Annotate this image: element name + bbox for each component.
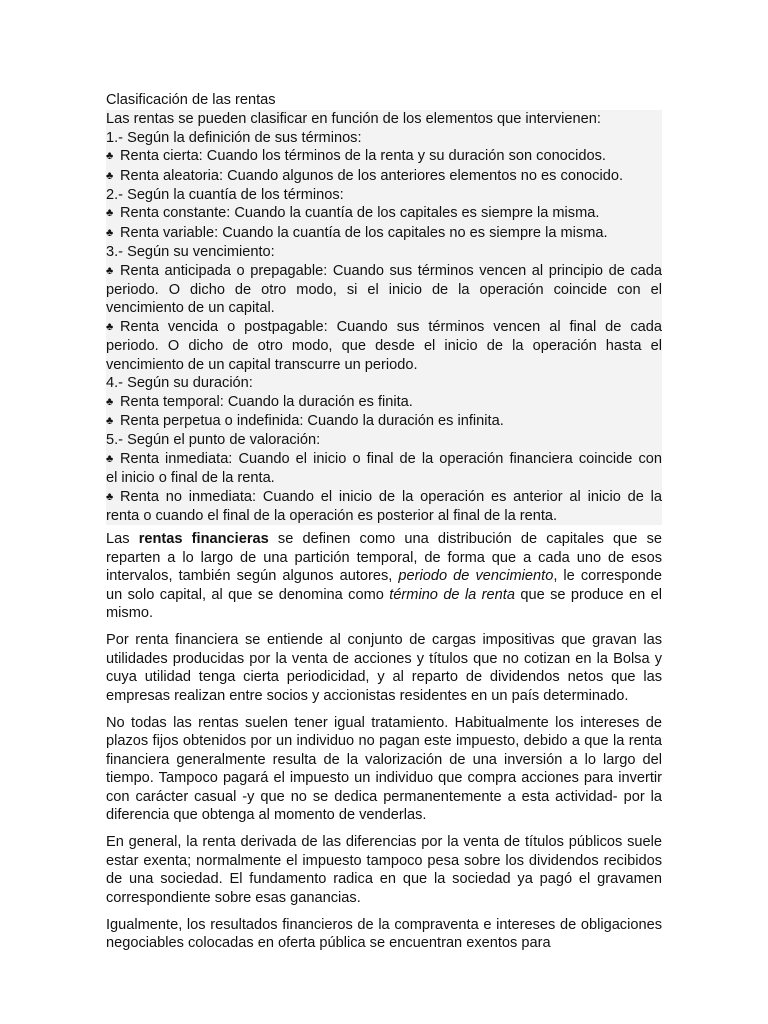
italic-term: periodo de vencimiento xyxy=(398,568,554,585)
club-bullet-icon: ♣ xyxy=(106,264,114,277)
list-item: ♣ Renta cierta: Cuando los términos de la renta y su duración son conocidos. xyxy=(106,148,606,165)
section-heading: 5.- Según el punto de valoración: xyxy=(106,432,321,449)
list-item: ♣ Renta variable: Cuando la cuantía de los capitales no es siempre la misma. xyxy=(106,224,608,241)
italic-term: término de la renta xyxy=(389,586,515,603)
bold-term: rentas financieras xyxy=(138,531,269,548)
club-bullet-icon: ♣ xyxy=(106,150,114,163)
club-bullet-icon: ♣ xyxy=(106,169,114,182)
club-bullet-icon: ♣ xyxy=(106,207,114,220)
list-item: ♣ Renta vencida o postpagable: Cuando sus términos vencen al final de cada periodo. O dicho de otro modo, que desde el inicio de la operación hasta el vencimiento de un capital transcurre un periodo. xyxy=(106,318,662,373)
club-bullet-icon: ♣ xyxy=(106,226,114,239)
list-item: ♣ Renta no inmediata: Cuando el inicio de la operación es anterior al inicio de la renta o cuando el final de la operación es posterior al final de la renta. xyxy=(106,488,662,524)
list-item: ♣ Renta anticipada o prepagable: Cuando sus términos vencen al principio de cada periodo. O dicho de otro modo, si el inicio de la operación coincide con el vencimiento de un capital. xyxy=(106,262,662,317)
paragraph-treatment: No todas las rentas suelen tener igual tratamiento. Habitualmente los intereses de plazos fijos obtenidos por un individuo no pagan este impuesto, debido a que la renta financiera generalmente resulta de la valorización de una inversión a lo largo del tiempo. Tampoco pagará el impuesto un individuo que compra acciones para invertir con carácter casual -y que no se dedica permanentemente a esta actividad- por la diferencia que obtenga al momento de venderlas. xyxy=(106,715,662,824)
section-heading: 4.- Según su duración: xyxy=(106,375,253,392)
list-item: ♣ Renta temporal: Cuando la duración es finita. xyxy=(106,393,413,410)
list-item: ♣ Renta constante: Cuando la cuantía de los capitales es siempre la misma. xyxy=(106,205,600,222)
club-bullet-icon: ♣ xyxy=(106,395,114,408)
classification-list xyxy=(106,110,662,525)
list-item: ♣ Renta inmediata: Cuando el inicio o final de la operación financiera coincide con el inicio o final de la renta. xyxy=(106,450,662,487)
club-bullet-icon: ♣ xyxy=(106,320,114,333)
list-intro: Las rentas se pueden clasificar en función de los elementos que intervienen: xyxy=(106,111,601,128)
section-heading: 3.- Según su vencimiento: xyxy=(106,244,275,261)
document-page xyxy=(106,91,662,962)
club-bullet-icon: ♣ xyxy=(106,452,114,465)
paragraph-definition: Las rentas financieras se definen como una distribución de capitales que se reparten a lo largo de una partición temporal, de forma que a cada uno de esos intervalos, también según algunos autores, periodo de vencimiento, le corresponde un solo capital, al que se denomina como término de la renta que se produce en el mismo. xyxy=(106,531,662,621)
document-heading: Clasificación de las rentas xyxy=(106,92,276,108)
paragraph-exemption: En general, la renta derivada de las diferencias por la venta de títulos públicos suele estar exenta; normalmente el impuesto tampoco pesa sobre los dividendos recibidos de una sociedad. El fundamento radica en que la sociedad ya pagó el gravamen correspondiente sobre esas ganancias. xyxy=(106,834,662,906)
club-bullet-icon: ♣ xyxy=(106,414,114,427)
section-heading: 2.- Según la cuantía de los términos: xyxy=(106,187,344,204)
list-item: ♣ Renta perpetua o indefinida: Cuando la duración es infinita. xyxy=(106,412,504,429)
paragraph-tax: Por renta financiera se entiende al conjunto de cargas impositivas que gravan las utilidades producidas por la venta de acciones y títulos que no cotizan en la Bolsa y cuya utilidad tenga cierta periodicidad, y al reparto de dividendos netos que las empresas realizan entre socios y accionistas residentes en un país determinado. xyxy=(106,632,662,704)
list-item: ♣ Renta aleatoria: Cuando algunos de los anteriores elementos no es conocido. xyxy=(106,167,623,184)
paragraph-obligations: Igualmente, los resultados financieros de la compraventa e intereses de obligaciones negociables colocadas en oferta pública se encuentran exentos para xyxy=(106,917,662,952)
section-heading: 1.- Según la definición de sus términos: xyxy=(106,129,362,146)
club-bullet-icon: ♣ xyxy=(106,490,114,503)
